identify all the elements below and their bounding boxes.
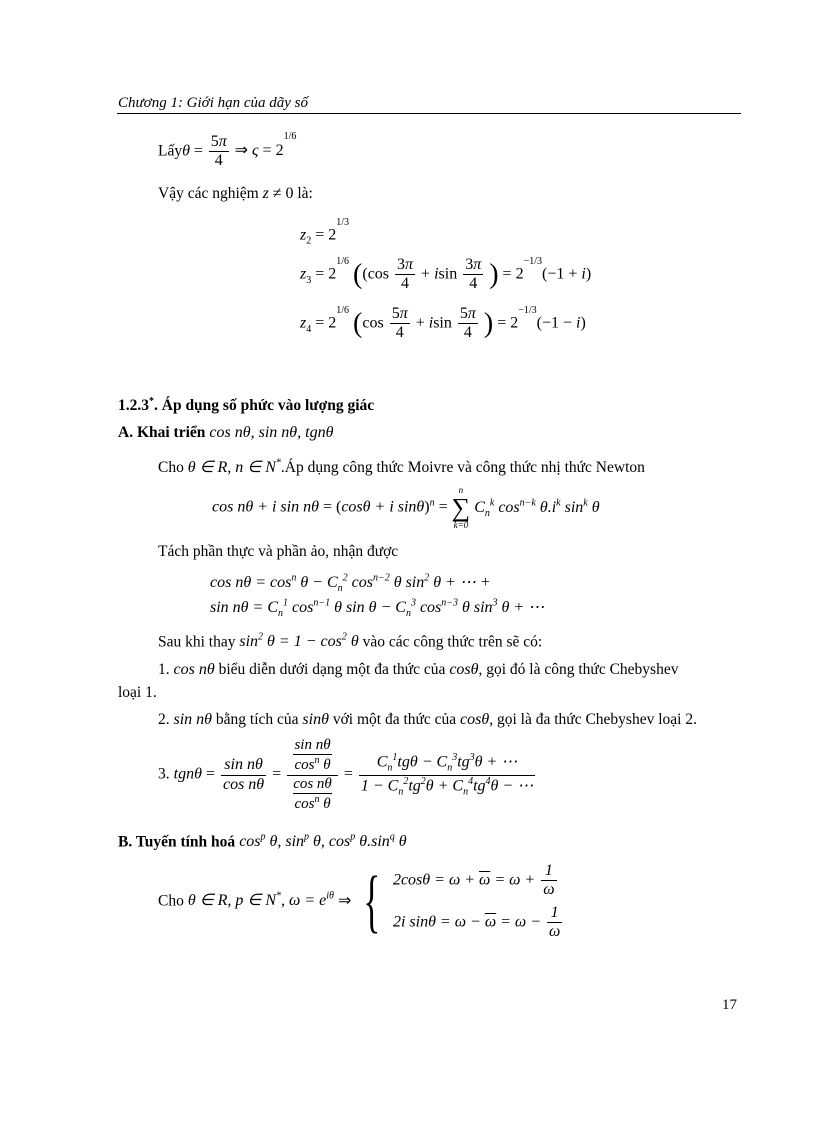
part-a-heading: A. Khai triển cos nθ, sin nθ, tgnθ (118, 424, 334, 441)
take-theta-line: Lấyθ = $\frac{5\pi}{4}$ ⇒ $\varsigma = 2^{1/6}$ (158, 131, 297, 170)
header-rule (117, 113, 741, 114)
part-b-heading: B. Tuyến tính hoá $\cos^p \theta$, $\sin^p \theta$, $\cos^p \theta.\sin^q$ θ (118, 832, 407, 851)
sin-expansion: $\sin n\theta = C_n^1$ $\cos^{n-1} \theta$ $\sin \theta - C_n^3$ $\cos^{n-3} \theta$ $\sin^3 \theta$ + ⋯ (210, 597, 545, 620)
item-1: 1. cos nθ biểu diễn dưới dạng một đa thức của cosθ, gọi đó là công thức Chebyshev (158, 661, 679, 678)
page-number: 17 (722, 997, 737, 1013)
item-1-cont: loại 1. (118, 684, 157, 701)
item-2: 2. sin nθ bằng tích của sinθ với một đa thức của cosθ, gọi là đa thức Chebyshev loại 2. (158, 711, 697, 728)
omega-system: Cho θ ∈ R, p ∈ N*, $\omega = e^{i\theta}$ ⇒ { $2\cos\theta = \omega + \overline{\omega} = \omega$ + $\frac{1}{\omega}$ 2i $\sin\theta = \omega - \overline{\omega} = \omega$ − $\frac{1}{\omega}$ (158, 862, 561, 941)
item-3-tg-formula: 3. tgnθ = $\frac{\text{sin nθ}}{\text{cos nθ}}$ = sin nθ $\cos^n \theta$ cos nθ $\cos^n \theta$ = $\frac{C_n^1tg\theta - C_n^3tg^3\theta + \cdots}{1 - C_n^2tg^2\theta + C_n^4tg^4\theta - \cdots}$ (158, 737, 534, 812)
split-line: Tách phần thực và phần ảo, nhận được (158, 543, 399, 560)
running-header: Chương 1: Giới hạn của dãy số (118, 95, 309, 111)
section-heading: 1.2.3*. Áp dụng số phức vào lượng giác (118, 396, 375, 415)
cho-line: Cho θ ∈ R, n ∈ N*.Áp dụng công thức Moivre và công thức nhị thức Newton (158, 457, 645, 476)
take-label: Lấy (158, 142, 183, 160)
root-z4: $z_4 = 2^{1/6}$ (cos $\frac{5\pi}{4}$ + isin $\frac{5\pi}{4}$ ) = $2^{-1/3}(-1 - i)$ (300, 305, 586, 342)
root-z2: $z_2 = 2^{1/3}$ (300, 217, 350, 247)
roots-intro-line: Vậy các nghiệm z ≠ 0 là: (158, 185, 313, 202)
cos-expansion: $\cos n\theta = \cos^n \theta - C_n^2$ $\cos^{n-2} \theta$ $\sin^2 \theta$ + ⋯ + (210, 572, 491, 595)
substitute-line: Sau khi thay $\sin^2 \theta = 1 - \cos^2 \theta$ vào các công thức trên sẽ có: (158, 632, 543, 651)
root-z3: $z_3 = 2^{1/6}$ ((cos $\frac{3\pi}{4}$ + isin $\frac{3\pi}{4}$ ) = $2^{-1/3}(-1 + i)$ (300, 256, 592, 293)
fraction-5pi-4: $\frac{5\pi}{4}$ (210, 133, 227, 170)
moivre-equation: cos nθ + i sin nθ = (cosθ + i sinθ)$^n$ = n ∑ k=0 $C_n^k$ $\cos^{n-k} \theta.i^k$ $\sin^k \theta$ (212, 485, 600, 530)
